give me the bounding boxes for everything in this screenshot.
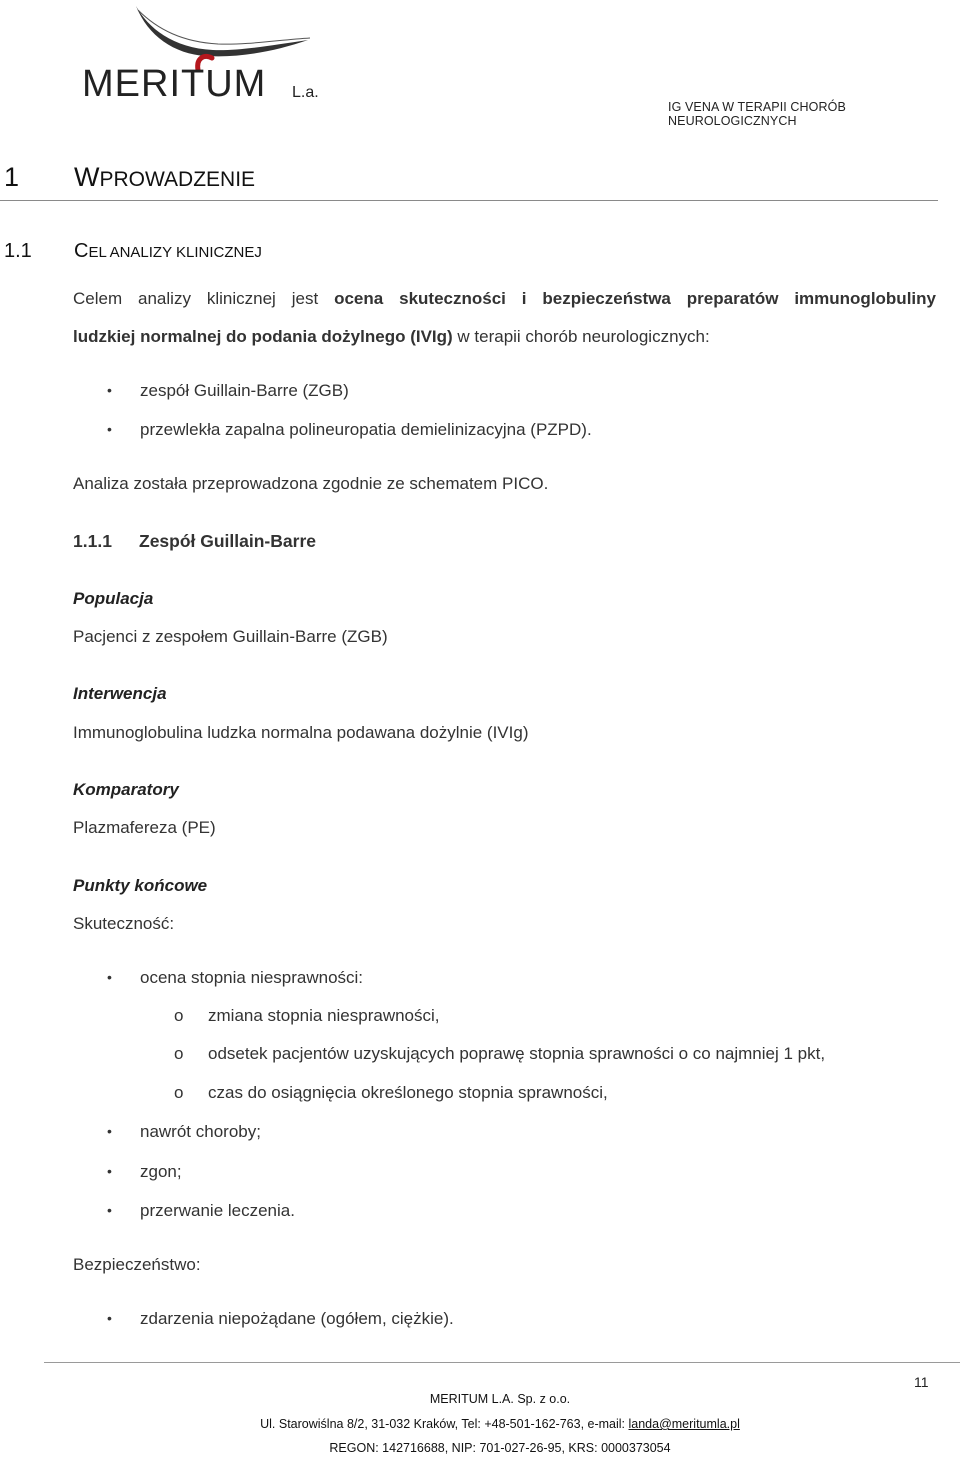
intro-text-bold-2: ludzkiej normalnej do podania dożylnego (IVIg) [73, 327, 453, 346]
sub-list-item [174, 1083, 608, 1103]
intro-text-start: Celem analizy klinicznej jest [73, 289, 335, 308]
list-item [107, 1309, 454, 1329]
footer-email-link[interactable]: landa@meritumla.pl [628, 1417, 740, 1431]
comparators-label: Komparatory [73, 780, 179, 799]
footer-address [0, 1417, 960, 1431]
list-item-text: przerwanie leczenia. [140, 1201, 295, 1220]
population-label: Populacja [73, 589, 154, 608]
sub-list-item-text: odsetek pacjentów uzyskujących poprawę stopnia sprawności o co najmniej 1 pkt, [208, 1044, 826, 1063]
section-title-rest: PROWADZENIE [99, 168, 256, 191]
logo-suffix: L.a. [292, 84, 319, 101]
section-divider [0, 200, 938, 201]
subsubsection-title: Zespół Guillain-Barre [139, 531, 316, 551]
list-item-text: zgon; [140, 1162, 182, 1181]
bullet-icon: • [107, 421, 112, 437]
population-text: Pacjenci z zespołem Guillain-Barre (ZGB) [73, 627, 388, 646]
circle-bullet-icon: o [174, 1044, 184, 1063]
sub-list-item [174, 1044, 825, 1064]
comparators-text: Plazmafereza (PE) [73, 818, 216, 837]
bullet-icon: • [107, 969, 112, 985]
list-item [107, 381, 349, 401]
intro-text-bold-1: ocena skuteczności i bezpieczeństwa preparatów immunoglobuliny [334, 289, 936, 308]
sub-list-item-text: czas do osiągnięcia określonego stopnia sprawności, [208, 1083, 608, 1102]
list-item-text: przewlekła zapalna polineuropatia demielinizacyjna (PZPD). [140, 420, 592, 439]
pico-note: Analiza została przeprowadzona zgodnie ze schematem PICO. [73, 474, 549, 493]
footer-address-text: Ul. Starowiślna 8/2, 31-032 Kraków, Tel: +48-501-162-763, e-mail: [260, 1417, 629, 1431]
subsubsection-number: 1.1.1 [73, 531, 112, 551]
intro-text-end: w terapii chorób neurologicznych: [452, 327, 710, 346]
list-item [107, 968, 363, 988]
list-item [107, 1162, 182, 1182]
meritum-logo [78, 0, 328, 102]
bullet-icon: • [107, 1310, 112, 1326]
subsection-number: 1.1 [4, 240, 32, 262]
subsection-heading [4, 240, 262, 263]
logo-text: MERITUM [82, 63, 267, 102]
list-item-text: zdarzenia niepożądane (ogółem, ciężkie). [140, 1309, 454, 1328]
bullet-icon: • [107, 1202, 112, 1218]
circle-bullet-icon: o [174, 1083, 184, 1102]
page-number: 11 [914, 1374, 929, 1390]
list-item [107, 1201, 295, 1221]
subsubsection-heading [73, 531, 316, 552]
subsection-title-initial: C [74, 240, 89, 262]
list-item-text: zespół Guillain-Barre (ZGB) [140, 381, 349, 400]
footer-divider [44, 1362, 960, 1363]
subsection-title-rest: EL ANALIZY KLINICZNEJ [88, 244, 262, 261]
bullet-icon: • [107, 382, 112, 398]
efficacy-label: Skuteczność: [73, 914, 175, 933]
section-number: 1 [4, 162, 20, 192]
footer-company: MERITUM L.A. Sp. z o.o. [429, 1392, 571, 1406]
list-item [107, 420, 592, 440]
intro-line-1 [73, 289, 936, 309]
sub-list-item [174, 1006, 440, 1026]
intervention-text: Immunoglobulina ludzka normalna podawana dożylnie (IVIg) [73, 723, 529, 742]
meritum-logo-graphic [78, 0, 328, 102]
section-heading [4, 162, 255, 193]
intervention-label: Interwencja [73, 684, 167, 703]
footer-registry: REGON: 142716688, NIP: 701-027-26-95, KRS: 0000373054 [329, 1441, 671, 1455]
bullet-icon: • [107, 1123, 112, 1139]
list-item [107, 1122, 261, 1142]
safety-label: Bezpieczeństwo: [73, 1255, 201, 1274]
bullet-icon: • [107, 1163, 112, 1179]
sub-list-item-text: zmiana stopnia niesprawności, [208, 1006, 440, 1025]
intro-line-2 [73, 327, 710, 347]
circle-bullet-icon: o [174, 1006, 184, 1025]
list-item-text: nawrót choroby; [140, 1122, 261, 1141]
endpoints-label: Punkty końcowe [73, 876, 208, 895]
list-item-text: ocena stopnia niesprawności: [140, 968, 364, 987]
section-title-initial: W [74, 162, 100, 192]
document-header-title: IG VENA W TERAPII CHORÓB NEUROLOGICZNYCH [668, 100, 846, 128]
